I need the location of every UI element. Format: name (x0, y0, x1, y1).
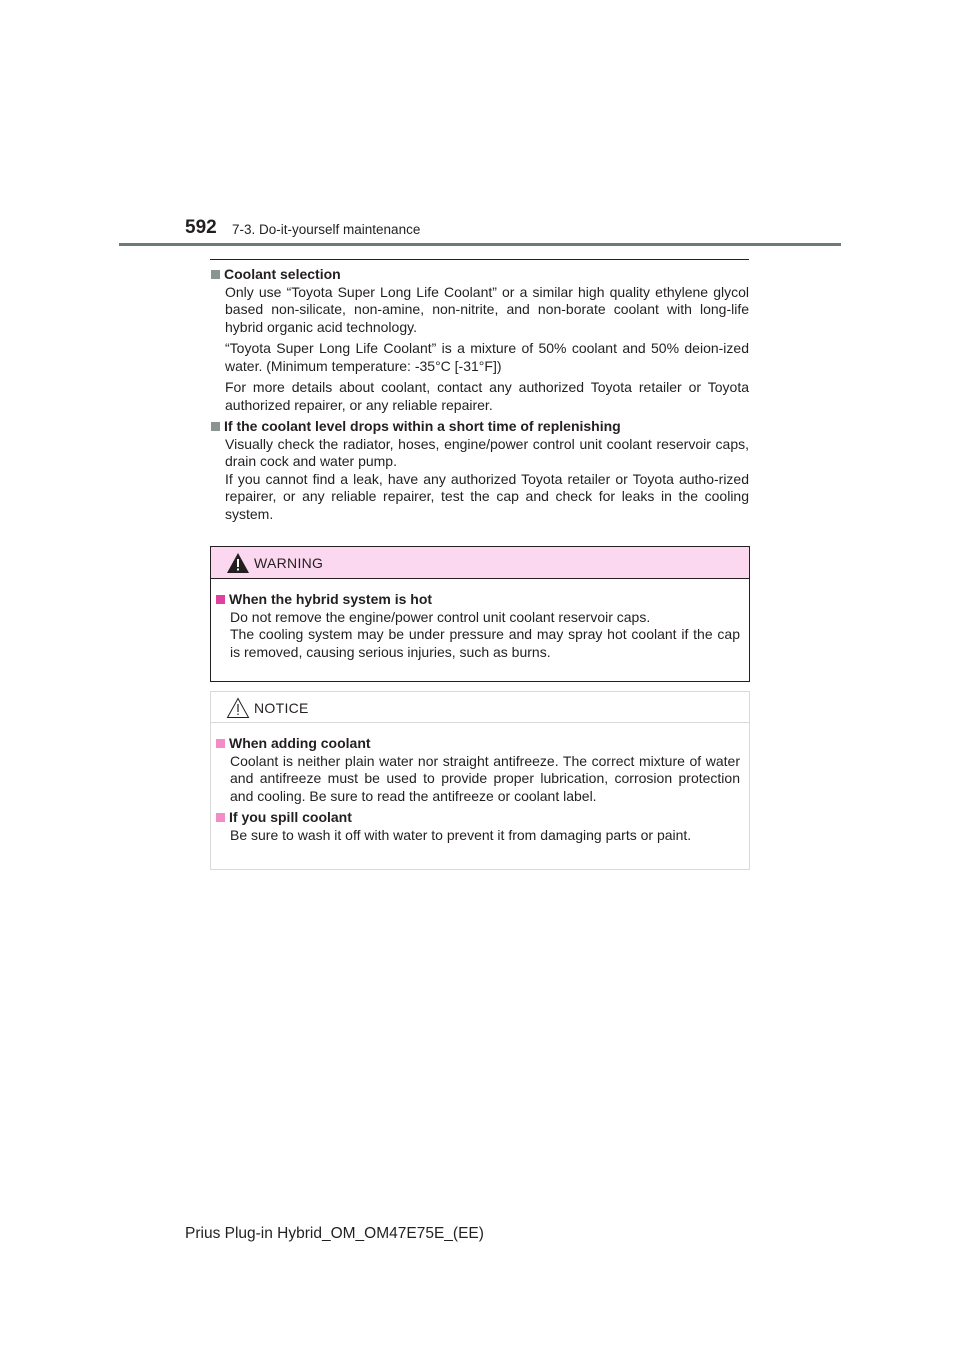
paragraph: Do not remove the engine/power control unit coolant reservoir caps. (230, 608, 651, 625)
warning-box (210, 546, 750, 682)
square-bullet-icon (216, 595, 225, 604)
header-rule (119, 243, 841, 246)
square-bullet-icon (211, 422, 220, 431)
content-top-rule (210, 259, 749, 260)
footer-document-id: Prius Plug-in Hybrid_OM_OM47E75E_(EE) (185, 1225, 484, 1242)
paragraph: “Toyota Super Long Life Coolant” is a mixture of 50% coolant and 50% deion-ized water. (Minimum temperature: -35°C [-31°F]) (225, 340, 749, 374)
square-bullet-icon (211, 270, 220, 279)
paragraph: For more details about coolant, contact any authorized Toyota retailer or Toyota authorized repairer, or any reliable repairer. (225, 379, 749, 413)
paragraph: Coolant is neither plain water nor straight antifreeze. The correct mixture of water and antifreeze must be used to provide proper lubrication, corrosion protection and cooling. Be sure to read the antifreeze or coolant label. (230, 752, 740, 804)
notice-header (211, 692, 749, 723)
warning-heading: When the hybrid system is hot (229, 591, 433, 607)
paragraph: Visually check the radiator, hoses, engine/power control unit coolant reservoir caps, drain cock and water pump. (225, 435, 749, 469)
warning-triangle-icon (226, 552, 250, 574)
square-bullet-icon (216, 813, 225, 822)
paragraph: Be sure to wash it off with water to prevent it from damaging parts or paint. (230, 826, 692, 843)
warning-header (211, 547, 749, 579)
square-bullet-icon (216, 739, 225, 748)
section-heading: Coolant selection (224, 266, 341, 282)
notice-triangle-icon (226, 697, 250, 719)
paragraph: If you cannot find a leak, have any authorized Toyota retailer or Toyota autho-rized repairer, or any reliable repairer, test the cap and check for leaks in the cooling system. (225, 470, 749, 522)
warning-body (211, 579, 749, 661)
notice-heading: When adding coolant (229, 735, 371, 751)
notice-box (210, 691, 750, 870)
page-number: 592 (185, 217, 217, 238)
section-heading: If the coolant level drops within a short time of replenishing (224, 418, 621, 434)
warning-label: WARNING (254, 555, 324, 571)
section-title: 7-3. Do-it-yourself maintenance (232, 222, 421, 237)
section-coolant-selection (210, 266, 749, 414)
paragraph: Only use “Toyota Super Long Life Coolant” or a similar high quality ethylene glycol based non-silicate, non-amine, non-nitrite, and non-borate coolant with long-life hybrid organic acid technology. (225, 283, 749, 335)
paragraph: The cooling system may be under pressure and may spray hot coolant if the cap is removed, causing serious injuries, such as burns. (230, 626, 740, 660)
section-coolant-level-drops (210, 418, 749, 523)
main-content (210, 266, 749, 527)
notice-heading: If you spill coolant (229, 809, 352, 825)
notice-body (211, 723, 749, 844)
notice-label: NOTICE (254, 700, 309, 716)
